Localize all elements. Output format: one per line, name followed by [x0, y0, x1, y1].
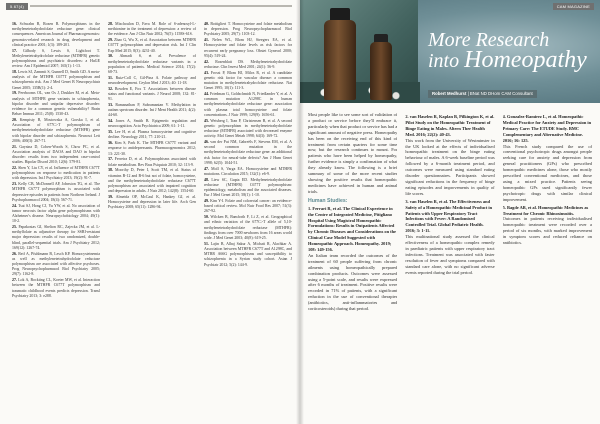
reference-entry	[108, 157, 196, 167]
reference-entry	[204, 178, 292, 199]
author-name: Robert Medhurst	[432, 91, 467, 96]
reference-number: 27.	[12, 278, 17, 283]
reference-entry	[12, 166, 100, 182]
reference-text: Weisberg I, Tran P, Christensen B, et al. A second genetic polymorphism in methylenetetrahydrofolate reductase (MTHFR) associated with decreased enzyme activity. Mol Genet Metab 1998; 64(3): 169-72.	[204, 118, 292, 139]
references-section	[12, 22, 292, 414]
header-rule	[30, 5, 292, 7]
reference-number: 24.	[12, 203, 17, 208]
study-summary: This French study compared the use of conventional psychotropic drugs amongst people seeking care for anxiety and depression from general practitioners (GPs) who prescribed homeopathic medicines alone, those who mostly prescribed conventional medicines, and those using a mixed practice. Patients seeing homeopathic GPs used significantly fewer psychotropic drugs with similar clinical improvement.	[502, 143, 592, 202]
reference-number: 48.	[204, 177, 209, 182]
reference-number: 43.	[204, 70, 209, 75]
article-column-2	[405, 112, 494, 414]
reference-number: 23.	[12, 182, 17, 187]
remedy-bottle	[324, 20, 356, 100]
reference-entry	[108, 195, 196, 211]
page-gutter	[296, 0, 304, 424]
reference-entry	[108, 54, 196, 75]
reference-text: Peerbooms OL, van Os J, Drukker M, et al. Meta-analysis of MTHFR gene variants in schizophrenia, bipolar disorder and unipolar depressive disorder: evidence for a common genetic vulnerability? Brain Behav Immun 2011; 25(8): 1530-43.	[12, 91, 100, 117]
reference-entry	[204, 140, 292, 166]
study-summary: This work from the University of Westminster in the UK looked at the effects of individualised homeopathic treatment on the binge eating behaviour of males. A 6-week baseline period was followed by a 6-month treatment period, and outcomes were measured using standard eating disorder questionnaires. Participants showed significant reductions in the frequency of binge eating episodes and improvements in quality of life scores.	[405, 137, 495, 196]
reference-text: Moll S, Varga EA. Homocysteine and MTHFR mutations. Circulation 2015; 132(1): e6-9.	[204, 166, 292, 176]
reference-text: Almeida OP, McCaul K, Hankey GJ, et al. Homocysteine and depression in later life. Arch Gen Psychiatry 2008; 65(11): 1286-94.	[108, 195, 196, 210]
reference-text: Wilcken B, Bamforth F, Li Z, et al. Geographical and ethnic variation of the 677C>T allele of 5,10-methylenetetrahydrofolate reductase (MTHFR): findings from over 7000 newborns from 16 areas world wide. J Med Genet 2003; 40(8): 619-25.	[204, 215, 292, 241]
reference-text: Frosst P, Blom HJ, Milos R, et al. A candidate genetic risk factor for vascular disease: a common mutation in methylenetetrahydrofolate reductase. Nat Genet 1995; 10(1): 111-3.	[204, 70, 292, 91]
reference-number: 49.	[204, 199, 209, 204]
study-title: 1. Ferrari R, et al. The Clinical Experience in the Centre of Integrated Medicine, Pitigliano Hospital Using Magistral Homeopathic Formulations: Results in Outpatients Affected by Chronic Diseases and Considerations on the Clinical Case Model Suggested with Homeopathic Approach. Homeopathy. 2019; 108: 149-156.	[308, 205, 396, 253]
reference-entry	[204, 199, 292, 215]
study-summary: Outcomes in patients receiving individualised homeopathic treatment were recorded over a period of six months, with marked improvement in symptom scores and reduced reliance on antibiotics.	[502, 216, 592, 246]
reference-number: 32.	[108, 86, 113, 91]
title-prefix: into	[428, 50, 465, 72]
reference-entry	[12, 70, 100, 91]
right-page	[300, 0, 600, 424]
reference-entry	[12, 252, 100, 278]
reference-entry	[12, 225, 100, 251]
reference-number: 42.	[204, 59, 209, 64]
reference-entry	[204, 242, 292, 268]
reference-entry	[108, 119, 196, 129]
reference-number: 38.	[108, 168, 113, 173]
reference-entry	[204, 60, 292, 70]
reference-entry	[12, 278, 100, 299]
reference-text: Kim S, Park K. The MTHFR C677T variant and response to antidepressants. Pharmacogenomics 2012; 13: 221-30.	[108, 141, 196, 156]
reference-entry	[12, 49, 100, 70]
reference-number: 41.	[204, 38, 209, 43]
reference-entry	[204, 167, 292, 177]
reference-number: 46.	[204, 140, 209, 145]
reference-text: Mischoulon D, Fava M. Role of S-adenosyl-L-methionine in the treatment of depression: a review of the evidence. Am J Clin Nutr 2002; 76(5): 1158S-61S.	[108, 22, 196, 37]
reference-number: 26.	[12, 251, 17, 256]
reference-text: Nelen WL, Blom HJ, Steegers EA, et al. Homocysteine and folate levels as risk factors for recurrent early pregnancy loss. Obstet Gynecol 2000; 95(4): 519-24.	[204, 38, 292, 58]
reference-number: 36.	[108, 141, 113, 146]
reference-number: 18.	[12, 70, 17, 75]
reference-number: 16.	[12, 22, 17, 26]
article-column-1	[308, 112, 397, 414]
reference-number: 21.	[12, 144, 17, 149]
reference-number: 31.	[108, 75, 113, 80]
reference-entry	[12, 145, 100, 166]
reference-text: van der Put NM, Gabreëls F, Stevens EM, et al. A second common mutation in the methylenetetrahydrofolate reductase gene: an additional risk factor for neural-tube defects? Am J Hum Genet 1998; 62(5): 1044-51.	[204, 140, 292, 165]
reference-entry	[12, 118, 100, 144]
reference-entry	[108, 168, 196, 194]
title-keyword: Homeopathy	[464, 47, 587, 73]
reference-entry	[108, 141, 196, 157]
reference-text: Bowden E, Fox T. Associations between disease status and functional variants. J Neurol 2008; 132: 81-91.	[108, 86, 196, 102]
reference-entry	[108, 130, 196, 140]
reference-entry	[204, 71, 292, 92]
reference-entry	[108, 103, 196, 119]
reference-number: 25.	[12, 225, 17, 230]
reference-text: Lee H, et al. Plasma homocysteine and cognitive decline. Neurology 2011; 77: 210-21.	[108, 130, 196, 140]
reference-number: 40.	[204, 22, 209, 26]
reference-text: Friedman G, Goldschmidt N, Friedlander Y, et al. A common mutation A1298C in human methylenetetrahydrofolate reductase gene: association with plasma total homocysteine and folate concentrations. J Nutr 1999; 129(9): 1656-61.	[204, 92, 292, 117]
magazine-folio: CAM MAGAZINE	[553, 3, 594, 10]
reference-number: 45.	[204, 118, 209, 123]
reference-text: Papakostas GI, Shelton RC, Zajecka JM, et al. L-methylfolate as adjunctive therapy for SSRI-resistant major depression: results of two randomized, double-blind, parallel-sequential trials. Am J Psychiatry 2012; 169(12): 1267-74.	[12, 225, 100, 250]
title-line-1: More Research	[428, 29, 550, 51]
reference-entry	[204, 92, 292, 118]
reference-number: 17.	[12, 48, 17, 53]
reference-text: Shen Y, Liu CY, et al. Influence of MTHFR C677T polymorphism on response to medication in patients with depression. Int J Psychiatry 2013; 19(2): 91-7.	[12, 166, 100, 181]
reference-entry	[108, 76, 196, 86]
reference-entry	[204, 215, 292, 241]
reference-entry	[108, 38, 196, 54]
article-column-3	[503, 112, 592, 414]
reference-text: Rosenblatt DS. Methylenetetrahydrofolate reductase. Clin Invest Med 2001; 24(1): 56-9.	[204, 59, 292, 69]
reference-number: 20.	[12, 118, 17, 123]
reference-entry	[204, 38, 292, 59]
intro-paragraph: Most people like to see some sort of validation of a product or service before they'll embrace it, particularly when that product or service has had a significant amount of negative press. Homeopathy has been on the receiving end of this kind of treatment from certain quarters for some time now, but the research continues to mount. For patients who have been helped by homeopathy, further evidence is simply a confirmation of what they already know. The following is a brief summary of some of the more recent studies showing the positive results that homeopathic medicines have achieved in human and animal trials.	[308, 112, 398, 194]
study-summary: This multinational study assessed the clinical effectiveness of a homeopathic complex remedy in paediatric patients with upper respiratory tract infections. Treatment was associated with faster resolution of fever and symptoms compared with standard care alone, with no significant adverse events reported during the trial period.	[405, 234, 495, 275]
page-folio: 5.67(4)	[6, 3, 28, 10]
reference-entry	[12, 22, 100, 48]
article-title	[428, 30, 596, 71]
reference-text: Schwahn B, Rozen R. Polymorphisms in the methylenetetrahydrofolate reductase gene: clinical consequences. American Journal of Pharmacogenomics: genomics-related research in drug development and clinical practice 2001; 1(3): 189-201.	[12, 22, 100, 47]
pills-image	[300, 82, 420, 103]
reference-text: Lok A, Bockting CL, Koeter MW, et al. Interaction between the MTHFR C677T polymorphism and traumatic childhood events predicts depression. Transl Psychiatry 2013; 3: e288.	[12, 278, 100, 298]
reference-number: 30.	[108, 54, 113, 59]
reference-text: Kempisty B, Mostowska A, Gorska I, et al. Association of 677C>T polymorphism of methylenetetrahydrofolate reductase (MTHFR) gene with bipolar disorder and schizophrenia. Neurosci Lett 2006; 400(3): 267-71.	[12, 118, 100, 143]
reference-entry	[108, 87, 196, 103]
reference-number: 33.	[108, 103, 113, 108]
reference-text: Reif A, Pfuhlmann B, Lesch KP. Homocysteinemia as well as methylenetetrahydrofolate reductase polymorphism are associated with affective psychoses. Prog Neuropsychopharmacol Biol Psychiatry 2005; 29(7): 1162-8.	[12, 251, 100, 277]
hero-image	[300, 0, 600, 103]
author-separator: |	[467, 91, 470, 96]
reference-number: 37.	[108, 157, 113, 162]
reference-entry	[12, 182, 100, 203]
reference-number: 47.	[204, 166, 209, 171]
reference-text: Lajin B, Alhaj Sakur A, Michati R, Alachkar A. Association between MTHFR C677T and A1298C, and MTRR A66G polymorphisms and susceptibility to schizophrenia in a Syrian study cohort. Asian J Psychiatr 2012; 5(2): 144-9.	[204, 241, 292, 267]
reference-text: Kelly CB, McDonnell AP, Johnston TG, et al. The MTHFR C677T polymorphism is associated with depressive episodes in patients from Northern Ireland. J Psychopharmacol 2004; 18(4): 567-71.	[12, 182, 100, 202]
reference-text: Bottiglieri T. Homocysteine and folate metabolism in depression. Prog Neuropsychopharmacol Biol Psychiatry 2005; 29(7): 1103-12.	[204, 22, 292, 37]
references-column	[12, 22, 100, 414]
reference-entry	[108, 22, 196, 38]
reference-number: 35.	[108, 130, 113, 135]
reference-text: Liew SC, Gupta ED. Methylenetetrahydrofolate reductase (MTHFR) C677T polymorphism: epidemiology, metabolism and the associated diseases. Eur J Med Genet 2015; 58(1): 1-10.	[204, 177, 292, 198]
reference-text: Gaysina D, Cohen-Woods S, Chow PC, et al. Association analysis of DAOA and DAO in bipolar disorder: results from two independent case-control studies. Bipolar Disord 2010; 12(6): 579-81.	[12, 144, 100, 165]
section-heading: Human Studies:	[308, 197, 348, 204]
title-line-2	[428, 47, 596, 73]
reference-text: Tsai SJ, Hong CJ, Yu YW, et al. No association of tumor necrosis factor alpha gene polymorphisms with Alzheimer's disease. Neuropsychobiology 2004; 49(1): 10-2.	[12, 203, 100, 224]
reference-entry	[12, 91, 100, 117]
remedy-bottle	[370, 42, 392, 100]
reference-text: Jones A, Smith B. Epigenetic regulation and neurocognition. Acta Psychiatrica 2009; 61: 1-11.	[108, 119, 196, 129]
reference-text: Ferreira D, et al. Polymorphisms associated with folate metabolism. Rev Bras Psiquiatr 2010; 32: 113-9.	[108, 157, 196, 167]
study-title: 3. van Haselen R, et al. The Effectiveness and Safety of a Homeopathic Medicinal Product in Patients with Upper Respiratory Tract Infections with Fever: A Randomised Controlled Trial. Global Pediatric Health. 2016; 3: 1-11.	[405, 198, 493, 234]
reference-number: 34.	[108, 119, 113, 124]
reference-number: 29.	[108, 38, 113, 43]
study-summary: An Italian team recorded the outcomes of the treatment of 60 people suffering from chronic ailments using homeopathically prepared combination products. Outcomes were assessed using a 5-point scale, and results were expressed after 6 months of treatment. Positive results were recorded in 71% of patients, with a significant reduction in the use of conventional therapies (antibiotics, anti-inflammatories and corticosteroids) during that period.	[308, 252, 398, 312]
reference-text: Ramanathan P, Subramanian V. Methylation in autism spectrum disorder. Int J Ment Health 2011; 4(2): 44-60.	[108, 103, 196, 118]
study-title: 2. van Haselen R, Kaplan B, Pilkington K, et al. Pilot Study on the Homeopathic Treatment of Binge Eating in Males. Altern Ther Health Med. 2016; 22(2): 40-43.	[405, 114, 495, 137]
study-title: 4. Gonzalez-Ramirez L, et al. Homeopathic Medical Practice for Anxiety and Depression in Primary Care: The ETUDE Study. BMC Complementary and Alternative Medicine. 2016; 16: 125.	[502, 114, 592, 143]
reference-text: Lewis SJ, Zammit S, Gunnell D, Smith GD. A meta-analysis of the MTHFR C677T polymorphism and schizophrenia risk. Am J Med Genet B Neuropsychiatr Genet 2005; 135B(1): 2-4.	[12, 70, 100, 90]
reference-text: Gilbody S, Lewis S, Lightfoot T. Methylenetetrahydrofolate reductase (MTHFR) genetic polymorphisms and psychiatric disorders: a HuGE review. Am J Epidemiol 2007; 165(1): 1-13.	[12, 48, 100, 69]
study-title: 5. Bagde AB, et al. Homeopathic Medicines as Treatment for Chronic Rhinosinusitis.	[502, 204, 589, 216]
references-column	[204, 22, 292, 414]
reference-number: 22.	[12, 166, 17, 171]
reference-text: Kim Y-I. Folate and colorectal cancer: an evidence-based critical review. Mol Nutr Food Res 2007; 51(3): 267-92.	[204, 199, 292, 214]
reference-text: Ruiz-Coll C, Gil-Pina A. Folate pathway and neurodevelopment. Ceylon Med J 2013; 40: 11-18.	[108, 75, 196, 86]
reference-entry	[12, 204, 100, 225]
reference-text: Zhao G, Wu X, et al. Association between MTHFR C677T polymorphism and depression risk. Int J Clin Exp Med 2015; 8(3): 4231-40.	[108, 38, 196, 53]
references-column	[108, 22, 196, 414]
reference-number: 50.	[204, 215, 209, 220]
reference-number: 44.	[204, 92, 209, 97]
reference-number: 39.	[108, 195, 113, 200]
author-byline	[428, 90, 537, 98]
author-credentials: BNat ND DHom CAM Consultant	[469, 91, 533, 96]
reference-entry	[204, 119, 292, 140]
reference-text: Moorthy D, Peter I, Scott TM, et al. Status of vitamins B-12 and B-6 but not of folate, homocysteine, and the methylenetetrahydrofolate reductase C677T polymorphism are associated with impaired cognition and depression in adults. J Nutr 2012; 142(8): 1554-60.	[108, 168, 196, 194]
reference-number: 51.	[204, 241, 209, 246]
reference-entry	[204, 22, 292, 38]
reference-text: Ahmadi S, et al. Prevalence of methylenetetrahydrofolate reductase variants in a population of patients. Medical Science 2014; 17(2): 68-73.	[108, 54, 196, 75]
article-body	[308, 112, 592, 414]
reference-number: 19.	[12, 91, 17, 96]
reference-number: 28.	[108, 22, 113, 26]
